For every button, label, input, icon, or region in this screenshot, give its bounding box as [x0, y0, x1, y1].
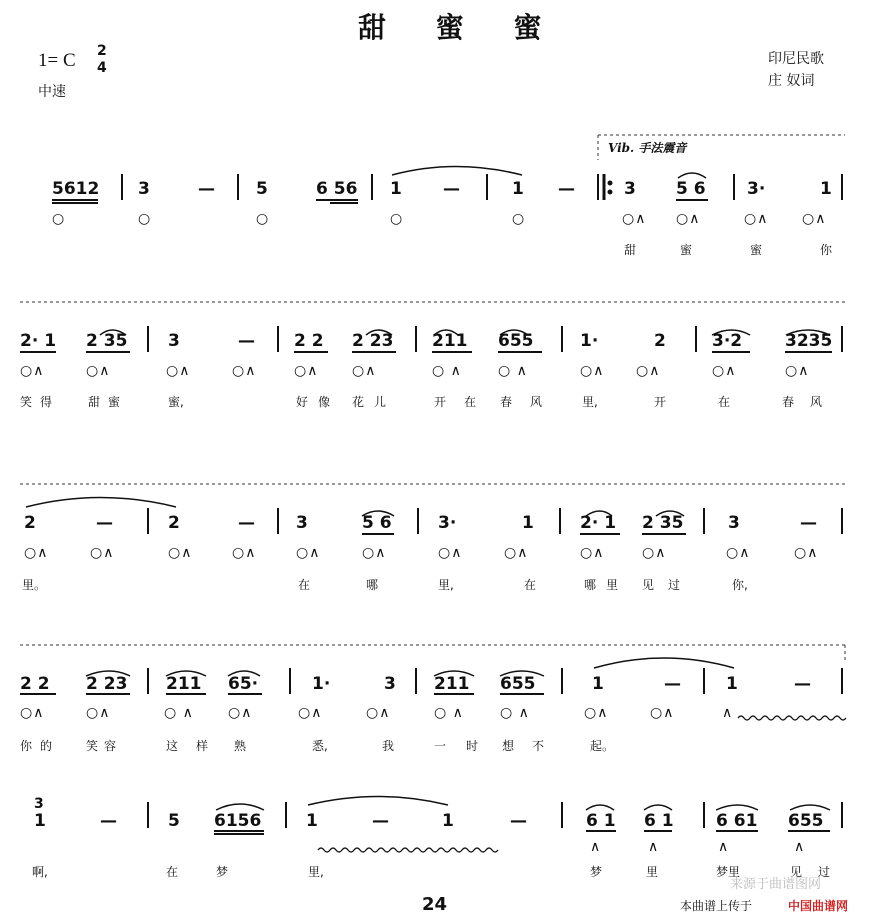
lyric: 开	[434, 395, 447, 409]
lyric: 得	[40, 395, 53, 409]
note: 3	[384, 674, 396, 694]
slur	[586, 805, 614, 810]
note-group: 3·2	[712, 331, 743, 351]
guitar-stroke: ∧	[648, 839, 660, 855]
guitar-stroke: ○∧	[232, 545, 257, 561]
note-group: 211	[432, 331, 468, 351]
slur	[644, 805, 672, 810]
guitar-stroke: ○∧	[580, 545, 605, 561]
note: 1	[522, 513, 534, 533]
slur	[790, 805, 830, 810]
guitar-stroke: ○∧	[622, 211, 647, 227]
guitar-stroke: ○∧	[20, 705, 45, 721]
guitar-stroke: ○∧	[86, 705, 111, 721]
lyric: 熟	[234, 739, 247, 753]
lyric: 笑	[86, 739, 99, 753]
dash: —	[96, 513, 113, 533]
dash: —	[238, 331, 255, 351]
guitar-stroke: ○∧	[794, 545, 819, 561]
lyric: 好	[296, 395, 309, 409]
dash: —	[800, 513, 817, 533]
note: 5	[168, 811, 180, 831]
dash: —	[794, 674, 811, 694]
lyric: 春	[782, 395, 795, 409]
slur	[786, 330, 830, 335]
guitar-stroke: ○∧	[362, 545, 387, 561]
guitar-stroke: ○∧	[676, 211, 701, 227]
lyric: 梦	[216, 865, 229, 879]
slur	[228, 671, 260, 676]
guitar-stroke: ○ ∧	[164, 705, 194, 721]
lyric: 花	[352, 395, 365, 409]
slur	[712, 330, 750, 335]
note-group: 655	[498, 331, 534, 351]
guitar-stroke: ○∧	[294, 363, 319, 379]
key-signature: 1= C	[38, 50, 76, 71]
guitar-stroke: ○∧	[228, 705, 253, 721]
slur	[86, 671, 130, 676]
lyricist-credit: 庄 奴词	[768, 73, 815, 89]
slur	[362, 511, 394, 516]
lyric: 蜜	[108, 395, 121, 409]
note: 3	[138, 179, 150, 199]
dash: —	[198, 179, 215, 199]
lyric: 梦	[590, 865, 603, 879]
guitar-stroke: ○∧	[785, 363, 810, 379]
guitar-stroke: ○∧	[744, 211, 769, 227]
lyric: 在	[524, 578, 537, 592]
note: 1·	[580, 331, 599, 351]
note-group: 6 61	[716, 811, 758, 831]
slur	[166, 671, 206, 676]
note: 1	[592, 674, 604, 694]
slur	[216, 804, 264, 810]
guitar-stroke: ○∧	[642, 545, 667, 561]
lyric: 笑	[20, 395, 33, 409]
slur	[586, 511, 612, 516]
note: 1	[306, 811, 318, 831]
lyric: 样	[196, 739, 209, 753]
tie	[26, 498, 176, 508]
dash: —	[372, 811, 389, 831]
guitar-stroke: ○∧	[636, 363, 661, 379]
lyric: 在	[298, 578, 311, 592]
guitar-stroke: ○ ∧	[434, 705, 464, 721]
note-group: 6156	[214, 811, 262, 831]
lyric: 风	[810, 395, 823, 409]
slur	[500, 330, 528, 335]
note-group: 2· 1	[20, 331, 57, 351]
lyric: 里	[646, 865, 659, 879]
note: 1	[390, 179, 402, 199]
dash: —	[510, 811, 527, 831]
lyric: 蜜	[750, 243, 763, 257]
slur	[434, 671, 474, 676]
note-group: 2 2	[20, 674, 50, 694]
note-group: 2 35	[642, 513, 684, 533]
chord-note-upper: 3	[34, 796, 44, 812]
lyric: 你	[20, 739, 33, 753]
technique-marking: Vib. 手法震音	[608, 141, 687, 155]
note-group: 655	[500, 674, 536, 694]
guitar-stroke: ○∧	[366, 705, 391, 721]
lyric: 甜	[88, 395, 101, 409]
lyric: 的	[40, 739, 53, 753]
note: 3	[296, 513, 308, 533]
slur	[500, 671, 544, 676]
note-group: 2 23	[352, 331, 394, 351]
tempo-marking: 中速	[38, 84, 66, 100]
lyric: 过	[818, 865, 831, 879]
dash: —	[238, 513, 255, 533]
note: 2	[168, 513, 180, 533]
dash: —	[100, 811, 117, 831]
guitar-stroke: ○∧	[296, 545, 321, 561]
lyric: 里	[606, 578, 619, 592]
slur	[366, 330, 392, 335]
note-group: 6 1	[644, 811, 674, 831]
lyric: 蜜	[680, 243, 693, 257]
guitar-stroke: ○∧	[802, 211, 827, 227]
guitar-stroke: ∧	[794, 839, 806, 855]
guitar-stroke: ○∧	[232, 363, 257, 379]
guitar-stroke: ○∧	[298, 705, 323, 721]
lyric: 儿	[374, 395, 387, 409]
lyric: 梦里	[716, 865, 741, 879]
song-title: 甜 蜜 蜜	[358, 11, 562, 44]
dash: —	[664, 674, 681, 694]
lyric: 哪	[366, 578, 379, 592]
lyric: 里,	[308, 865, 324, 879]
slur	[100, 330, 126, 335]
note-group: 2 35	[86, 331, 128, 351]
guitar-stroke: ∧	[590, 839, 602, 855]
guitar-stroke: ○∧	[86, 363, 111, 379]
song-origin: 印尼民歌	[768, 51, 824, 67]
guitar-stroke: ○∧	[352, 363, 377, 379]
lyric: 哪	[584, 578, 597, 592]
note-group: 2 23	[86, 674, 128, 694]
guitar-stroke: ○∧	[166, 363, 191, 379]
guitar-stroke: ○	[512, 211, 526, 227]
lyric: 像	[318, 395, 331, 409]
time-signature-top: 2	[97, 43, 107, 59]
lyric: 里。	[22, 578, 47, 592]
note-group: 5612	[52, 179, 100, 199]
tie	[392, 167, 522, 176]
note-group: 2· 1	[580, 513, 617, 533]
dash: —	[443, 179, 460, 199]
guitar-stroke: ∧	[722, 705, 734, 721]
lyric: 想	[502, 739, 515, 753]
lyric: 在	[718, 395, 731, 409]
guitar-stroke: ○∧	[584, 705, 609, 721]
guitar-stroke: ○∧	[580, 363, 605, 379]
lyric: 这	[166, 739, 179, 753]
note-group: 5 6	[676, 179, 706, 199]
lyric: 一	[434, 739, 447, 753]
guitar-stroke: ○∧	[24, 545, 49, 561]
lyric: 时	[466, 739, 479, 753]
note-group: 211	[166, 674, 202, 694]
lyric: 在	[464, 395, 477, 409]
lyric: 过	[668, 578, 681, 592]
note: 1	[726, 674, 738, 694]
lyric: 悉,	[312, 739, 328, 753]
guitar-stroke: ○∧	[20, 363, 45, 379]
lyric: 见	[790, 865, 803, 879]
lyric: 里,	[438, 578, 454, 592]
guitar-stroke: ∧	[718, 839, 730, 855]
chord-note-lower: 1	[34, 811, 46, 831]
guitar-stroke: ○ ∧	[432, 363, 462, 379]
slur	[434, 330, 458, 335]
note-group: 6 1	[586, 811, 616, 831]
note-group: 211	[434, 674, 470, 694]
note: 3	[624, 179, 636, 199]
slur	[656, 511, 684, 516]
note: 3	[168, 331, 180, 351]
guitar-stroke: ○ ∧	[498, 363, 528, 379]
note: 1	[512, 179, 524, 199]
note: 2	[654, 331, 666, 351]
lyric: 容	[104, 739, 117, 753]
site-name: 中国曲谱网	[788, 899, 849, 913]
note: 1	[820, 179, 832, 199]
note: 3·	[438, 513, 457, 533]
note: 3	[728, 513, 740, 533]
time-signature-bottom: 4	[97, 60, 107, 76]
note: 1	[442, 811, 454, 831]
lyric: 开	[654, 395, 667, 409]
upload-note: 本曲谱上传于	[680, 899, 753, 913]
lyric: 春	[500, 395, 513, 409]
lyric: 我	[382, 739, 395, 753]
guitar-stroke: ○∧	[168, 545, 193, 561]
lyric: 起。	[590, 739, 615, 753]
note: 1·	[312, 674, 331, 694]
guitar-stroke: ○	[138, 211, 152, 227]
vibrato-line	[318, 716, 846, 855]
tie	[594, 658, 734, 668]
note: 3·	[747, 179, 766, 199]
lyric: 你,	[732, 578, 748, 592]
guitar-stroke: ○∧	[504, 545, 529, 561]
note-group: 2 2	[294, 331, 324, 351]
guitar-stroke: ○∧	[650, 705, 675, 721]
guitar-stroke: ○ ∧	[500, 705, 530, 721]
guitar-stroke: ○	[256, 211, 270, 227]
note-group: 3235	[785, 331, 833, 351]
lyric: 在	[166, 865, 179, 879]
note: 2	[24, 513, 36, 533]
dash: —	[558, 179, 575, 199]
lyric: 你	[820, 243, 833, 257]
lyric: 见	[642, 578, 655, 592]
note-group: 6 56	[316, 179, 358, 199]
guitar-stroke: ○∧	[90, 545, 115, 561]
guitar-stroke: ○	[390, 211, 404, 227]
note-group: 655	[788, 811, 824, 831]
slur	[716, 805, 758, 810]
guitar-stroke: ○∧	[438, 545, 463, 561]
guitar-stroke: ○∧	[726, 545, 751, 561]
lyric: 里,	[582, 395, 598, 409]
note-group: 65·	[228, 674, 259, 694]
lyric: 不	[532, 739, 545, 753]
guitar-stroke: ○∧	[712, 363, 737, 379]
guitar-stroke: ○	[52, 211, 66, 227]
watermark: 来源于曲谱图网	[730, 877, 822, 892]
slur	[678, 173, 706, 178]
tie	[308, 797, 448, 806]
note: 5	[256, 179, 268, 199]
lyric: 甜	[624, 243, 637, 257]
lyric: 蜜,	[168, 395, 184, 409]
note-group: 5 6	[362, 513, 392, 533]
lyric: 啊,	[32, 865, 48, 879]
page-number: 24	[422, 894, 448, 915]
lyric: 风	[530, 395, 543, 409]
